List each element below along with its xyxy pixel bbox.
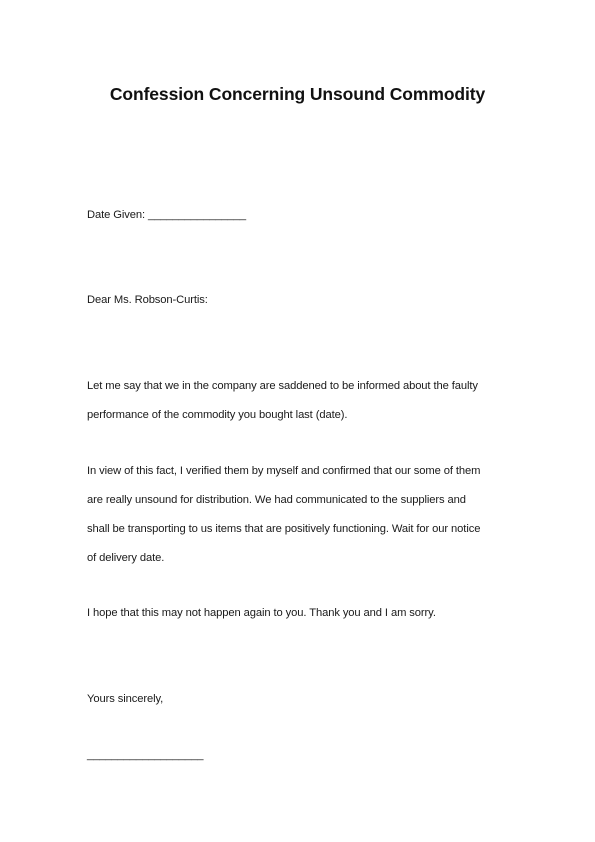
paragraph-2 (87, 465, 480, 581)
paragraph-line: of delivery date. (87, 552, 165, 564)
date-given-label: Date Given: (87, 209, 145, 221)
date-given-blank: ________________ (148, 209, 246, 221)
paragraph-3 (87, 607, 436, 636)
signature-line: ___________________ (87, 749, 204, 761)
paragraph-line: performance of the commodity you bought last (date). (87, 409, 348, 421)
closing: Yours sincerely, (87, 693, 164, 705)
paragraph-line: Let me say that we in the company are saddened to be informed about the faulty (87, 380, 478, 392)
date-given-line (87, 209, 246, 221)
document-title: Confession Concerning Unsound Commodity (109, 84, 486, 104)
paragraph-1 (87, 380, 478, 438)
paragraph-line: are really unsound for distribution. We had communicated to the suppliers and (87, 494, 466, 506)
paragraph-line: I hope that this may not happen again to you. Thank you and I am sorry. (87, 607, 436, 619)
paragraph-line: shall be transporting to us items that are positively functioning. Wait for our notice (87, 523, 481, 535)
salutation: Dear Ms. Robson-Curtis: (87, 294, 208, 306)
paragraph-line: In view of this fact, I verified them by myself and confirmed that our some of them (87, 465, 481, 477)
